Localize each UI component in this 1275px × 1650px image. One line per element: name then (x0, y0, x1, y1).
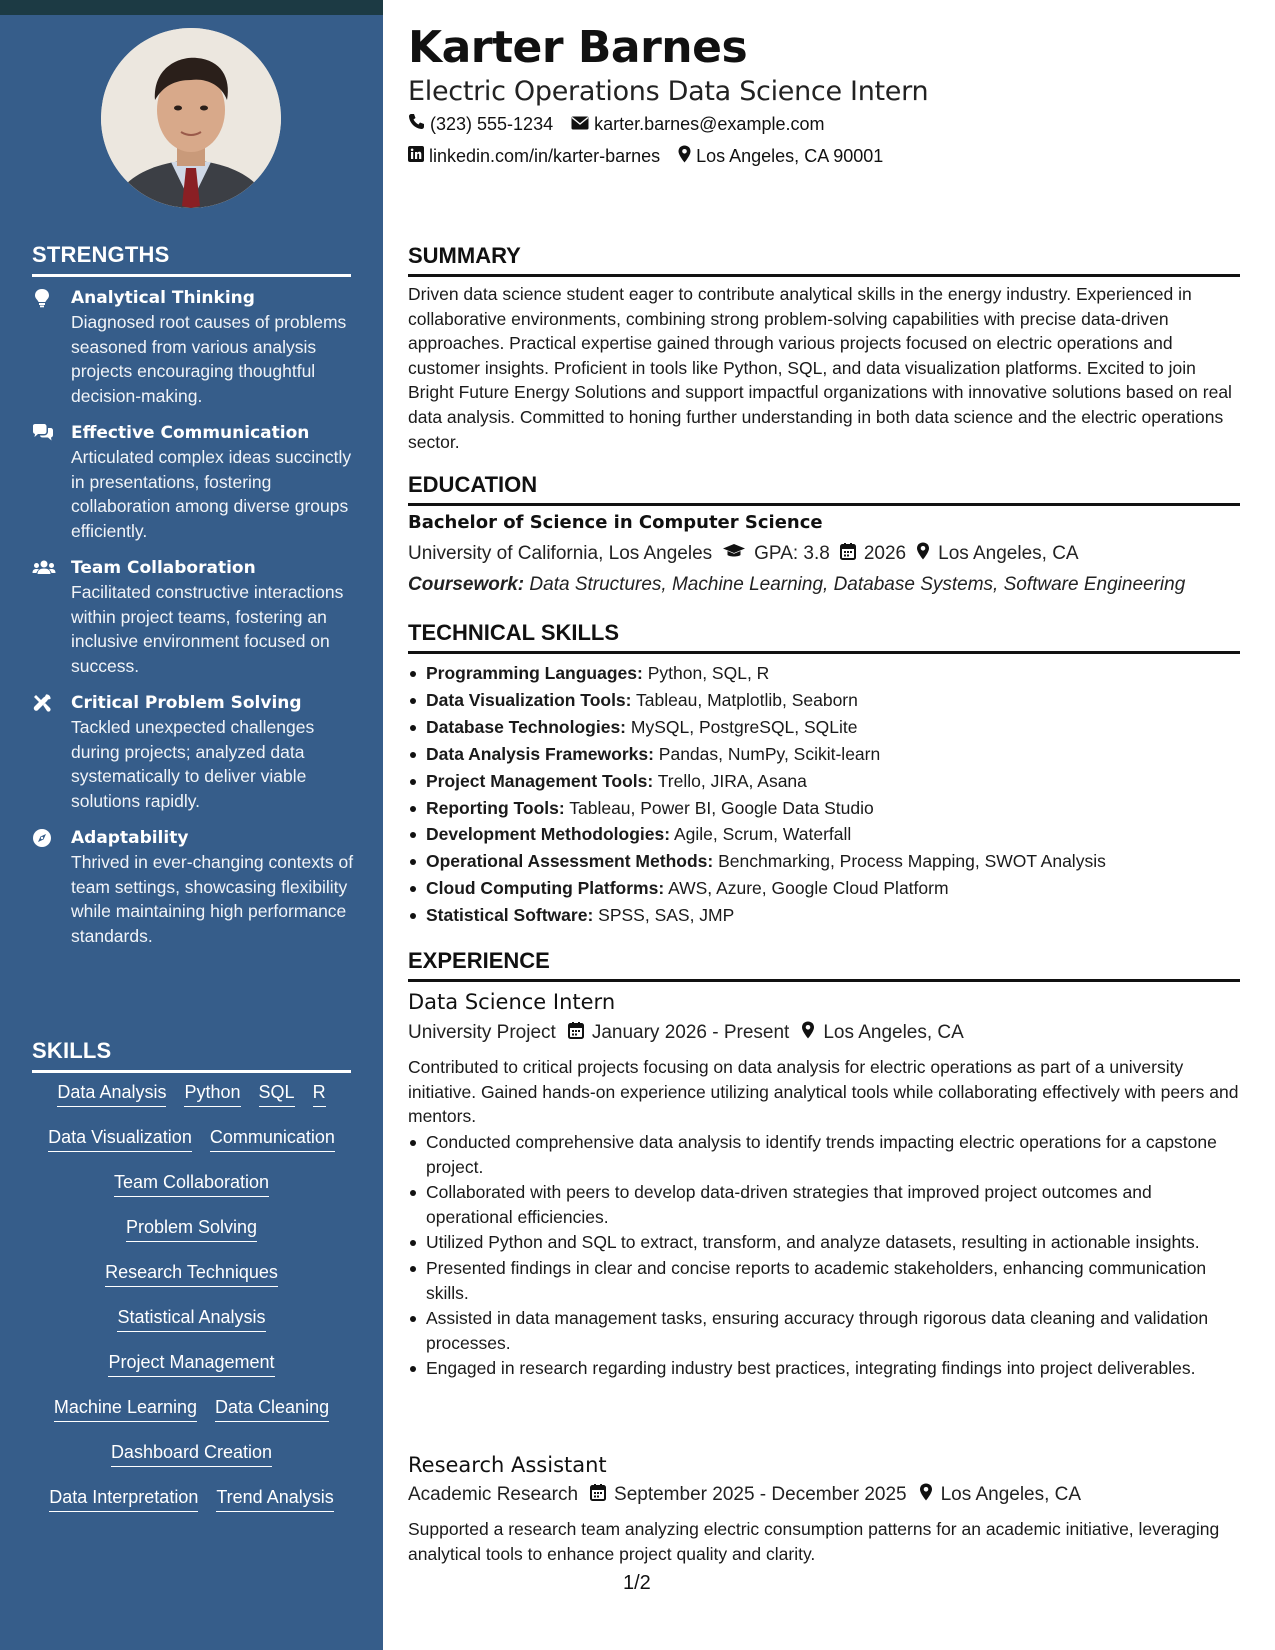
candidate-title: Electric Operations Data Science Intern (408, 76, 929, 107)
phone-icon (408, 113, 430, 135)
skill-tag: Data Cleaning (215, 1395, 329, 1422)
skill-category: Project Management Tools: (426, 770, 654, 791)
linkedin-icon (408, 146, 429, 167)
linkedin-text: linkedin.com/in/karter-barnes (429, 146, 661, 166)
skill-category: Statistical Software: (426, 905, 594, 926)
skill-tag: Machine Learning (54, 1395, 197, 1422)
list-item: Engaged in research regarding industry best practices, integrating findings into project deliverables. (408, 1356, 1240, 1381)
job-meta (408, 1021, 964, 1045)
strength-item (32, 556, 357, 678)
strength-text: Thrived in ever-changing contexts of team settings, showcasing flexibility while maintaining high performance standards. (71, 852, 354, 946)
skill-category: Database Technologies: (426, 716, 627, 737)
list-item (408, 741, 1240, 768)
skills-heading: SKILLS (32, 1038, 351, 1073)
skill-tag: Data Visualization (48, 1125, 192, 1152)
list-item: Conducted comprehensive data analysis to identify trends impacting electric operations for a capstone project. (408, 1130, 1240, 1179)
skill-values: Tableau, Power BI, Google Data Studio (569, 797, 874, 818)
sidebar-top-bar (0, 0, 383, 15)
skill-values: AWS, Azure, Google Cloud Platform (668, 878, 949, 899)
skill-tag: Communication (210, 1125, 335, 1152)
job-title: Data Science Intern (408, 990, 616, 1014)
job-meta (408, 1483, 1081, 1507)
skill-category: Data Analysis Frameworks: (426, 743, 654, 764)
list-item (408, 902, 1240, 929)
strength-title: Effective Communication (71, 423, 310, 443)
skill-tag: Trend Analysis (216, 1485, 333, 1512)
list-item (408, 821, 1240, 848)
list-item (408, 660, 1240, 687)
list-item: Collaborated with peers to develop data-driven strategies that improved project outcomes and operational efficiencies. (408, 1180, 1240, 1229)
compass-icon (32, 828, 54, 848)
skill-row (32, 1395, 351, 1440)
experience-heading: EXPERIENCE (408, 948, 1240, 982)
strength-text: Diagnosed root causes of problems seasoned from various analysis projects encouraging thoughtful decision-making. (71, 312, 347, 406)
strength-item (32, 691, 357, 813)
list-item (408, 875, 1240, 902)
list-item (408, 795, 1240, 822)
skill-values: Pandas, NumPy, Scikit-learn (658, 743, 881, 764)
contact-email (571, 114, 824, 135)
coursework-label: Coursework: (408, 574, 525, 595)
lightbulb-icon (32, 288, 54, 308)
strength-text: Articulated complex ideas succinctly in presentations, fostering collaboration among diverse groups efficiently. (71, 447, 352, 541)
skill-tag: Research Techniques (105, 1260, 278, 1287)
list-item (408, 714, 1240, 741)
skill-tag: SQL (259, 1080, 295, 1107)
job-description: Contributed to critical projects focusing on data analysis for electric operations as part of a university initiative. Gained hands-on experience utilizing analytical tools while collaborating effectively with peers and mentors. (408, 1057, 1239, 1127)
envelope-icon (571, 114, 594, 135)
technical-skills-list (408, 660, 1240, 929)
job-dates: September 2025 - December 2025 (614, 1484, 907, 1505)
map-marker-icon (678, 145, 696, 168)
users-icon (32, 558, 54, 578)
map-marker-icon (907, 1483, 941, 1507)
skill-tag: Data Analysis (57, 1080, 166, 1107)
strength-title: Adaptability (71, 828, 189, 848)
tools-icon (32, 693, 54, 713)
job-bullet-list (408, 1130, 1240, 1382)
contact-linkedin (408, 146, 660, 167)
education-degree: Bachelor of Science in Computer Science (408, 512, 823, 533)
strength-title: Team Collaboration (71, 558, 256, 578)
skill-tag: Team Collaboration (114, 1170, 269, 1197)
job-description: Supported a research team analyzing electric consumption patterns for an academic initiative, leveraging analytical tools to enhance project quality and clarity. (408, 1519, 1220, 1564)
job-organization: Academic Research (408, 1484, 579, 1505)
list-item: Presented findings in clear and concise reports to academic stakeholders, enhancing communication skills. (408, 1256, 1240, 1305)
skill-row (32, 1440, 351, 1485)
education-gpa: GPA: 3.8 (754, 543, 830, 564)
skill-values: MySQL, PostgreSQL, SQLite (630, 716, 858, 737)
skill-row (32, 1170, 351, 1215)
skill-category: Data Visualization Tools: (426, 689, 632, 710)
skill-row (32, 1485, 351, 1530)
contact-row (408, 113, 842, 135)
job-organization: University Project (408, 1022, 556, 1043)
skill-values: Trello, JIRA, Asana (657, 770, 807, 791)
skill-tag: Project Management (108, 1350, 274, 1377)
skill-values: Python, SQL, R (647, 663, 770, 683)
skill-tag: Statistical Analysis (117, 1305, 265, 1332)
contact-phone (408, 113, 553, 135)
skills-list (32, 1080, 351, 1530)
phone-text: (323) 555-1234 (430, 113, 554, 134)
skill-row (32, 1350, 351, 1395)
skill-row (32, 1080, 351, 1125)
skill-category: Operational Assessment Methods: (426, 851, 714, 872)
skill-row (32, 1305, 351, 1350)
contact-row (408, 145, 901, 168)
page-number: 1/2 (623, 1572, 651, 1594)
education-year: 2026 (863, 543, 907, 564)
location-text: Los Angeles, CA 90001 (696, 146, 884, 166)
strength-text: Tackled unexpected challenges during projects; analyzed data systematically to deliver viable solutions rapidly. (71, 717, 315, 811)
calendar-icon (556, 1021, 592, 1045)
coursework-text: Data Structures, Machine Learning, Database Systems, Software Engineering (529, 574, 1186, 595)
skill-category: Reporting Tools: (426, 797, 565, 818)
education-details (408, 542, 1079, 566)
summary-text: Driven data science student eager to contribute analytical skills in the energy industry. Experienced in collaborative environments, combining strong problem-solving capabilities with precise data-driven approaches. Practical expertise gained through various projects focused on electric operations and customer insights. Proficient in tools like Python, SQL, and data visualization platforms. Excited to join Bright Future Energy Solutions and support impactful organizations with innovative solutions based on real data analysis. Committed to honing further understanding in both data science and the electric operations sector. (408, 284, 1232, 452)
email-text: karter.barnes@example.com (594, 113, 825, 134)
job-location: Los Angeles, CA (940, 1484, 1082, 1505)
education-heading: EDUCATION (408, 472, 1240, 506)
calendar-icon (830, 542, 864, 566)
sidebar (0, 0, 383, 1650)
education-school: University of California, Los Angeles (408, 543, 713, 564)
skill-values: Agile, Scrum, Waterfall (673, 824, 852, 845)
education-location: Los Angeles, CA (938, 543, 1079, 564)
summary-heading: SUMMARY (408, 243, 1240, 277)
contact-location (678, 145, 883, 168)
list-item: Utilized Python and SQL to extract, transform, and analyze datasets, resulting in actionable insights. (408, 1230, 1240, 1255)
skill-row (32, 1260, 351, 1305)
strengths-list (32, 286, 357, 961)
calendar-icon (578, 1483, 614, 1507)
graduation-cap-icon (712, 543, 754, 565)
skill-values: SPSS, SAS, JMP (598, 905, 735, 926)
list-item (408, 848, 1240, 875)
list-item (408, 687, 1240, 714)
education-coursework (408, 574, 1185, 596)
skill-category: Programming Languages: (426, 663, 643, 683)
skill-category: Cloud Computing Platforms: (426, 878, 665, 899)
strength-text: Facilitated constructive interactions within project teams, fostering an inclusive environment focused on success. (71, 582, 344, 676)
skill-tag: Python (184, 1080, 240, 1107)
skill-category: Development Methodologies: (426, 824, 671, 845)
avatar (101, 28, 281, 208)
skill-tag: Dashboard Creation (111, 1440, 272, 1467)
skill-row (32, 1215, 351, 1260)
candidate-name: Karter Barnes (408, 22, 748, 73)
strength-title: Analytical Thinking (71, 288, 255, 308)
skill-tag: Data Interpretation (49, 1485, 198, 1512)
technical-skills-heading: TECHNICAL SKILLS (408, 620, 1240, 654)
skill-tag: Problem Solving (126, 1215, 257, 1242)
strength-item (32, 286, 357, 408)
skill-values: Tableau, Matplotlib, Seaborn (636, 689, 858, 710)
strength-item (32, 421, 357, 543)
list-item: Assisted in data management tasks, ensuring accuracy through rigorous data cleaning and validation processes. (408, 1306, 1240, 1355)
skill-tag: R (313, 1080, 326, 1107)
map-marker-icon (906, 542, 938, 566)
strength-title: Critical Problem Solving (71, 693, 302, 713)
strengths-heading: STRENGTHS (32, 242, 351, 277)
list-item (408, 768, 1240, 795)
skill-values: Benchmarking, Process Mapping, SWOT Analysis (718, 851, 1106, 872)
job-title: Research Assistant (408, 1453, 607, 1477)
skill-row (32, 1125, 351, 1170)
strength-item (32, 826, 357, 948)
map-marker-icon (789, 1021, 823, 1045)
job-dates: January 2026 - Present (591, 1022, 790, 1043)
comments-icon (32, 423, 54, 443)
job-location: Los Angeles, CA (823, 1022, 964, 1043)
